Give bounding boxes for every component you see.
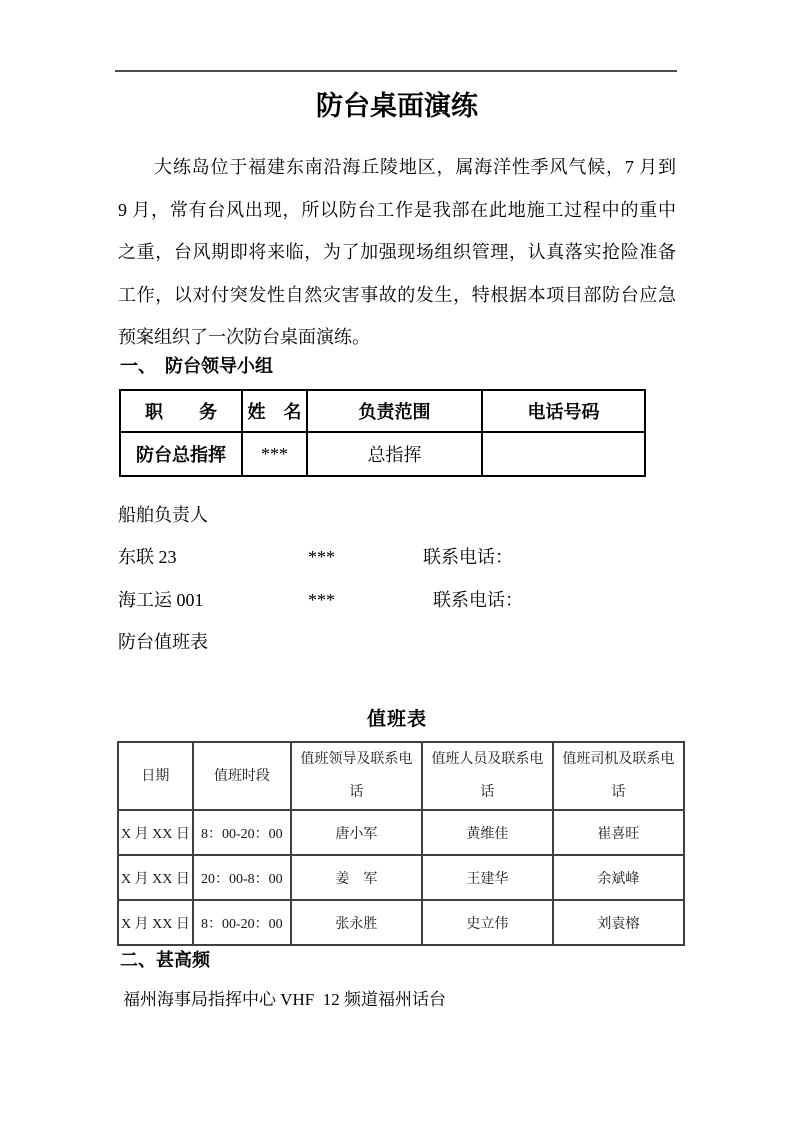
cell-leader: 姜 军 [291,855,422,900]
cell-staff: 黄维佳 [422,810,553,855]
header-rule [115,70,677,72]
ship-phone-label: 联系电话： [433,589,523,610]
table-header-row [118,742,684,810]
cell-date: X 月 XX 日 [118,810,193,855]
duty-roster-note [118,621,676,663]
cell-date: X 月 XX 日 [118,855,193,900]
column-header-duty-driver: 值班司机及联系电话 [553,742,684,810]
cell-driver: 余斌峰 [553,855,684,900]
duty-roster-table [117,741,685,946]
cell-driver: 崔喜旺 [553,810,684,855]
cell-staff: 王建华 [422,855,553,900]
section-heading-vhf: 二、甚高频 [120,950,210,970]
duty-roster-note-text: 防台值班表 [118,632,208,653]
cell-leader: 张永胜 [291,900,422,945]
ship-row [118,536,676,578]
page-title: 防台桌面演练 [316,91,478,121]
ship-row [118,579,676,621]
ship-contact: *** [308,547,335,568]
cell-scope: 总指挥 [307,432,482,476]
cell-phone [482,432,645,476]
paragraph-line: 大练岛位于福建东南沿海丘陵地区，属海洋性季风气候，7 月到 [154,157,676,177]
ship-contact: *** [308,589,335,610]
paragraph-line: 预案组织了一次防台桌面演练。 [118,327,370,348]
vhf-channel-line: 福州海事局指挥中心 VHF 12 频道福州话台 [123,990,447,1009]
cell-leader: 唐小军 [291,810,422,855]
leadership-table [119,389,646,477]
column-header-name: 姓 名 [242,390,307,432]
column-header-date: 日期 [118,742,193,810]
table-row [118,855,684,900]
paragraph-line: 工作，以对付突发性自然灾害事故的发生，特根据本项目部防台应急 [118,284,676,305]
ship-name: 东联 23 [118,547,177,568]
column-header-duty-staff: 值班人员及联系电话 [422,742,553,810]
ship-phone-label: 联系电话： [423,547,513,568]
column-header-duty-leader: 值班领导及联系电话 [291,742,422,810]
cell-name: *** [242,432,307,476]
cell-staff: 史立伟 [422,900,553,945]
column-header-position: 职 务 [120,390,242,432]
section-heading-leadership: 一、 防台领导小组 [120,356,273,376]
cell-date: X 月 XX 日 [118,900,193,945]
column-header-shift: 值班时段 [193,742,291,810]
cell-driver: 刘袁榕 [553,900,684,945]
table-row [120,432,645,476]
column-header-phone: 电话号码 [482,390,645,432]
cell-position: 防台总指挥 [120,432,242,476]
table-row [118,900,684,945]
paragraph-line: 之重，台风期即将来临，为了加强现场组织管理，认真落实抢险准备 [118,242,676,263]
cell-shift: 8：00-20：00 [193,810,291,855]
cell-shift: 20：00-8：00 [193,855,291,900]
table-header-row [120,390,645,432]
column-header-scope: 负责范围 [307,390,482,432]
ship-name: 海工运 001 [118,589,204,610]
intro-paragraph [118,146,676,359]
cell-shift: 8：00-20：00 [193,900,291,945]
table-row [118,810,684,855]
duty-table-title: 值班表 [366,709,427,730]
ship-section-label-text: 船舶负责人 [118,505,208,525]
ship-section-label [118,494,676,536]
paragraph-line: 9 月，常有台风出现，所以防台工作是我部在此地施工过程中的重中 [118,199,676,220]
ship-responsibles-section [118,494,676,664]
